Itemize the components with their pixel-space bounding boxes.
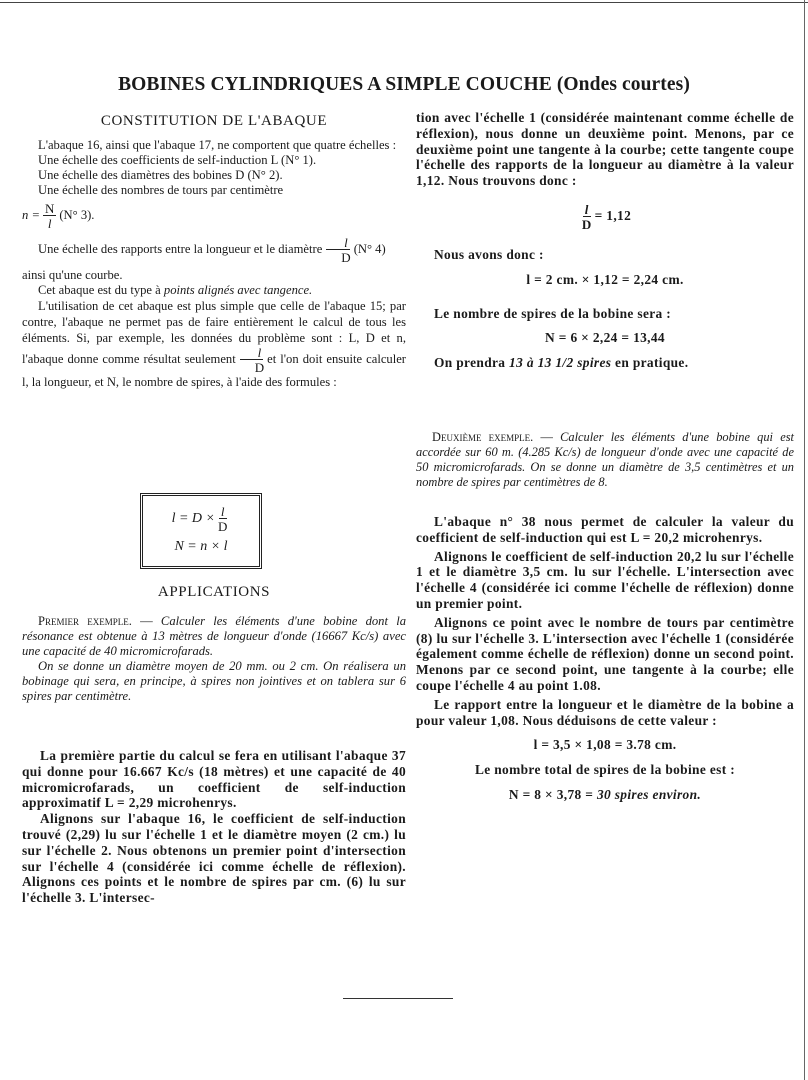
paragraph: Le nombre total de spires de la bobine est : (474, 762, 736, 778)
paragraph: Alignons le coefficient de self-induction 20,2 lu sur l'échelle 1 et le diamètre 3,5 cm. lu sur l'échelle. L'intersection avec l'échelle 4 (considérée ici comme l'échelle de réflexion) donne un premier point. (416, 548, 794, 611)
formula-length (143, 505, 259, 533)
fraction-denominator: D (341, 250, 351, 265)
example-1 (22, 614, 406, 659)
paragraph-emphasis: 13 à 13 1/2 spires (509, 355, 612, 371)
paragraph: Une échelle des diamètres des bobines D (N° 2). (38, 168, 283, 182)
page-border-top (0, 2, 808, 3)
example-2 (416, 430, 794, 490)
fraction-denominator: D (254, 360, 265, 375)
right-column-calculation (416, 514, 794, 803)
paragraph (416, 355, 794, 371)
paragraph (22, 283, 406, 298)
paragraph: tion avec l'échelle 1 (considérée maintenant comme échelle de réflexion), nous donne un deuxième point. Menons, par ce deuxième point une tangente à la courbe; cette tangente coupe l'échelle des rapports de la longueur au diamètre à la valeur 1,12. Nous trouvons donc : (416, 110, 794, 189)
paragraph-text: et l'on doit ensuite calculer l, la longueur, et N, le nombre de spires, à l'aide des formules : (22, 351, 406, 389)
formula-turns-2 (416, 787, 794, 803)
example-text: Calculer les éléments d'une bobine dont la résonance est obtenue à 13 mètres de longueur d'onde (16667 Kc/s) avec une capacité de 40 micromicrofarads. (22, 614, 406, 658)
fraction (325, 236, 350, 264)
fraction (218, 505, 227, 533)
formula-emphasis: 30 spires environ. (596, 786, 702, 802)
formula-text: (N° 3). (59, 207, 95, 222)
example-label: Deuxième exemple. — (432, 430, 553, 444)
paragraph (22, 298, 406, 390)
fraction-numerator: N (44, 201, 55, 216)
formula-turns: N = n × l (174, 539, 228, 554)
fraction-numerator: l (240, 346, 264, 360)
paragraph-text: Cet abaque est du type à (38, 283, 161, 297)
fraction-numerator: l (584, 201, 589, 217)
paragraph: L'abaque 16, ainsi que l'abaque 17, ne comportent que quatre échelles : (38, 138, 397, 152)
example-text: Calculer les éléments d'une bobine qui est accordée sur 60 m. (4.285 Kc/s) de longueur d'onde avec une capacité de 50 micromicrofarads. On se donne un diamètre de 3,5 centimètres et un nombre de spires par centimètres de 8. (416, 430, 794, 489)
formula-turns-1: N = 6 × 2,24 = 13,44 (545, 330, 665, 346)
fraction-numerator: l (326, 236, 350, 250)
paragraph: L'abaque n° 38 nous permet de calculer la valeur du coefficient de self-induction qui est L = 20,2 microhenrys. (416, 514, 794, 545)
paragraph-emphasis: points alignés avec tangence. (163, 283, 313, 297)
fraction (239, 346, 264, 374)
formula-box (140, 493, 262, 569)
formula-length-2: l = 3,5 × 1,08 = 3.78 cm. (533, 737, 677, 753)
formula-text: n = (22, 207, 40, 222)
formula-n (22, 202, 406, 230)
example-label: Premier exemple. — (38, 614, 153, 628)
fraction (43, 202, 56, 230)
paragraph: La première partie du calcul se fera en utilisant l'abaque 37 qui donne pour 16.667 Kc/s (18 mètres) et une capacité de 40 micromicrofarads, un coefficient de self-induction approximatif L = 2,29 microhenrys. (22, 748, 406, 811)
example-1-data: On se donne un diamètre moyen de 20 mm. ou 2 cm. On réalisera un bobinage qui sera, en principe, à spires non jointives et on tablera sur 6 spires par centimètre. (22, 659, 406, 703)
right-column-example-2 (416, 430, 794, 490)
paragraph: Une échelle des nombres de tours par centimètre (38, 183, 284, 197)
fraction-denominator: l (47, 216, 52, 231)
fraction-numerator: l (220, 504, 225, 519)
paragraph: Le rapport entre la longueur et le diamètre de la bobine a pour valeur 1,08. Nous déduisons de cette valeur : (416, 696, 794, 728)
paragraph-text: en pratique. (615, 355, 689, 371)
page-title: BOBINES CYLINDRIQUES A SIMPLE COUCHE (Ondes courtes) (118, 74, 690, 95)
paragraph (22, 236, 406, 264)
paragraph: ainsi qu'une courbe. (22, 268, 123, 282)
fraction-denominator: D (581, 216, 592, 232)
paragraph: Nous avons donc : (434, 246, 544, 262)
formula-length-1: l = 2 cm. × 1,12 = 2,24 cm. (526, 271, 684, 287)
paragraph: Alignons ce point avec le nombre de tours par centimètre (8) lu sur l'échelle 3. L'intersection avec l'échelle 1 (considérée également comme échelle de réflexion) donne un second point. Menons par ce second point, une tangente à la courbe; elle coupe l'échelle 4 au point 1.08. (416, 614, 794, 693)
page-border-right (804, 0, 805, 1080)
paragraph: Alignons sur l'abaque 16, le coefficient de self-induction trouvé (2,29) lu sur l'échelle 1 et le diamètre moyen (2 cm.) lu sur l'échelle 2. Nous obtenons un premier point d'intersection sur l'échelle 4 (considérée ici comme échelle de réflexion). Alignons ces points et le nombre de spires par cm. (6) lu sur l'échelle 3. L'intersec- (22, 811, 406, 906)
left-column-constitution (22, 114, 406, 390)
paragraph-text: (N° 4) (353, 241, 386, 256)
paragraph-text: L'utilisation de cet abaque est plus simple que celle de l'abaque 15; par contre, l'abaque ne permet pas de faire entièrement le calcul de tous les éléments. Si, par exemple, les données du problème sont : L, D et n, l'abaque donne comme résultat seulement (22, 299, 406, 366)
formula-text: l = D × (171, 511, 215, 527)
footer-rule (343, 998, 453, 999)
paragraph: Le nombre de spires de la bobine sera : (434, 305, 672, 321)
right-column-continuation (416, 110, 794, 371)
paragraph-text: On prendra (434, 355, 506, 371)
heading-constitution: CONSTITUTION DE L'ABAQUE (100, 113, 328, 129)
paragraph-text: Une échelle des rapports entre la longueur et le diamètre (38, 241, 323, 256)
formula-text: = 1,12 (594, 208, 632, 224)
left-column-applications (22, 585, 406, 704)
heading-applications: APPLICATIONS (157, 584, 271, 600)
fraction-denominator: D (218, 519, 228, 534)
paragraph: Une échelle des coefficients de self-induction L (N° 1). (38, 153, 317, 167)
fraction (582, 203, 592, 231)
left-column-calculation (22, 748, 406, 906)
formula-ratio (416, 203, 794, 231)
formula-text: N = 8 × 3,78 = (508, 786, 594, 802)
